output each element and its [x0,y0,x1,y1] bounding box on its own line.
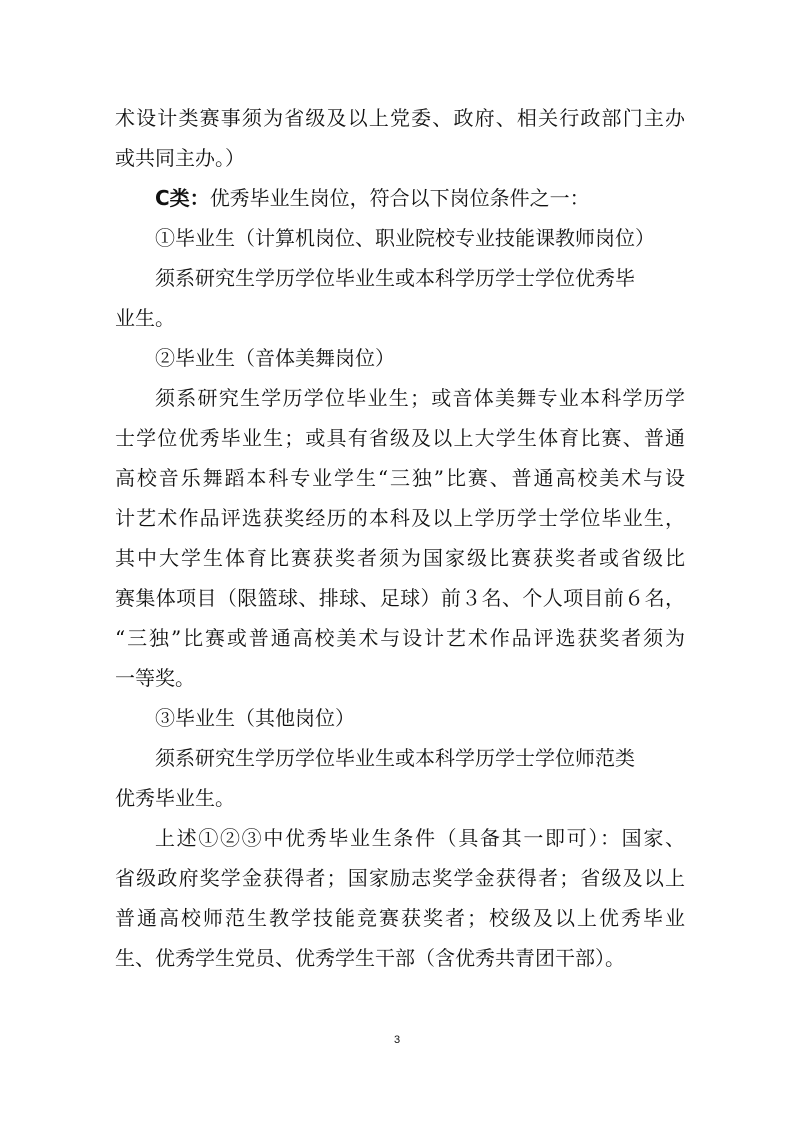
document-body [115,98,685,978]
conditions-line-1: 上述①②③中优秀毕业生条件（具备其一即可）：国家、 [155,826,685,850]
item-1-line-1: 须系研究生学历学位毕业生或本科学历学士学位优秀毕 [155,266,635,290]
conditions-line-4: 生、优秀学生党员、优秀学生干部（含优秀共青团干部）。 [115,946,625,970]
conditions-line-2: 省级政府奖学金获得者；国家励志奖学金获得者；省级及以上 [115,866,685,890]
item-1-line-2: 业生。 [115,306,175,330]
item-3-line-2: 优秀毕业生。 [115,786,235,810]
conditions-line-3: 普通高校师范生教学技能竞赛获奖者；校级及以上优秀毕业 [115,906,685,930]
item-2-line-1: 须系研究生学历学位毕业生；或音体美舞专业本科学历学 [155,386,685,410]
text-line-2: 或共同主办。） [115,146,245,170]
item-2-line-6: 赛集体项目（限篮球、排球、足球）前３名、个人项目前６名， [115,586,685,610]
item-2-line-5: 其中大学生体育比赛获奖者须为国家级比赛获奖者或省级比 [115,546,685,570]
item-2-line-7: “三独”比赛或普通高校美术与设计艺术作品评选获奖者须为 [115,626,685,650]
item-2-line-8: 一等奖。 [115,666,195,690]
item-2-line-3: 高校音乐舞蹈本科专业学生“三独”比赛、普通高校美术与设 [115,466,685,490]
category-c-heading [115,178,685,218]
page-number: 3 [393,1034,401,1046]
item-2-title: ②毕业生（音体美舞岗位） [155,346,395,370]
category-c-text: 优秀毕业生岗位，符合以下岗位条件之一： [209,186,590,210]
text-line-1: 术设计类赛事须为省级及以上党委、政府、相关行政部门主办 [115,106,685,130]
item-2-line-4: 计艺术作品评选获奖经历的本科及以上学历学士学位毕业生， [115,506,685,530]
item-3-title: ③毕业生（其他岗位） [155,706,355,730]
item-1-title: ①毕业生（计算机岗位、职业院校专业技能课教师岗位） [155,226,655,250]
category-c-label: C类： [155,186,210,210]
item-2-line-2: 士学位优秀毕业生；或具有省级及以上大学生体育比赛、普通 [115,426,685,450]
item-3-line-1: 须系研究生学历学位毕业生或本科学历学士学位师范类 [155,746,635,770]
